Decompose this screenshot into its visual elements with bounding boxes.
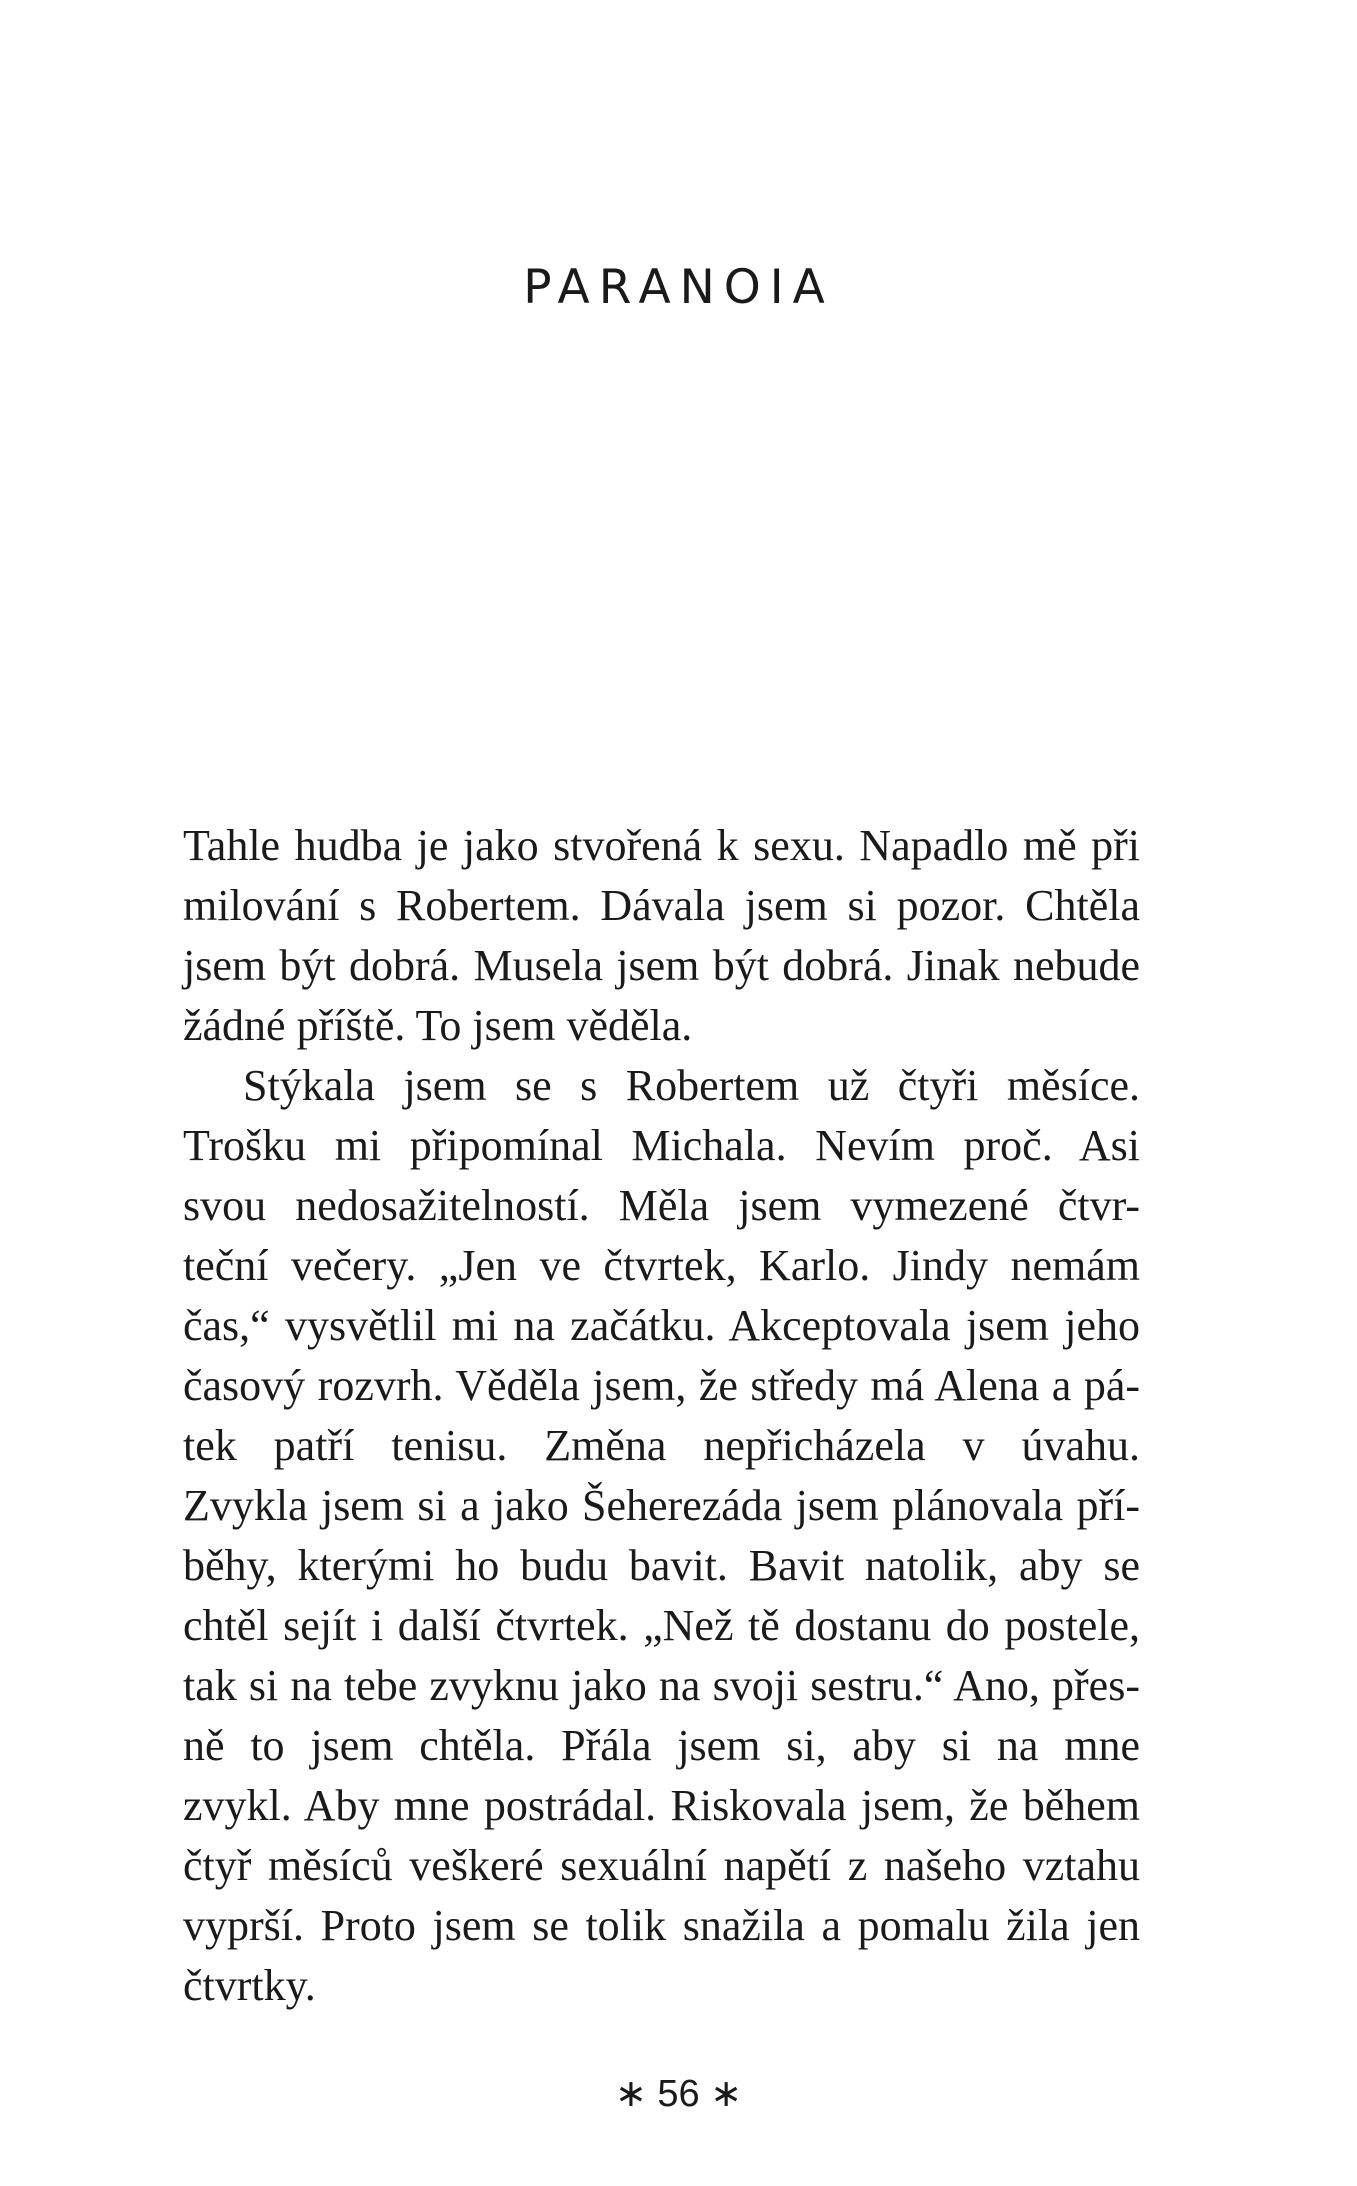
text-line: čtyř měsíců veškeré sexuální napětí z našeho vztahu <box>183 1841 1140 1890</box>
text-line: tak si na tebe zvyknu jako na svoji sestru.“ Ano, přes- <box>183 1661 1140 1710</box>
text-line: běhy, kterými ho budu bavit. Bavit natolik, aby se <box>183 1541 1140 1590</box>
text-line: jsem být dobrá. Musela jsem být dobrá. Jinak nebude <box>183 941 1140 990</box>
text-line: čtvrtky. <box>183 1961 316 2010</box>
text-line: milování s Robertem. Dávala jsem si pozor. Chtěla <box>183 881 1140 930</box>
text-line: Trošku mi připomínal Michala. Nevím proč. Asi <box>183 1121 1140 1170</box>
text-line: časový rozvrh. Věděla jsem, že středy má Alena a pá- <box>183 1361 1140 1410</box>
chapter-title: PARANOIA <box>523 260 834 315</box>
text-line: Zvykla jsem si a jako Šeherezáda jsem plánovala pří- <box>183 1481 1140 1530</box>
text-line: žádné příště. To jsem věděla. <box>183 1001 693 1050</box>
text-line: zvykl. Aby mne postrádal. Riskovala jsem, že během <box>183 1781 1140 1830</box>
text-line: čas,“ vysvětlil mi na začátku. Akceptovala jsem jeho <box>183 1301 1140 1350</box>
text-line: ně to jsem chtěla. Přála jsem si, aby si na mne <box>183 1721 1140 1770</box>
text-line: vyprší. Proto jsem se tolik snažila a pomalu žila jen <box>183 1901 1140 1950</box>
text-line: teční večery. „Jen ve čtvrtek, Karlo. Jindy nemám <box>183 1241 1140 1290</box>
text-line: Tahle hudba je jako stvořená k sexu. Napadlo mě při <box>183 821 1140 870</box>
text-line: chtěl sejít i další čtvrtek. „Než tě dostanu do postele, <box>183 1601 1140 1650</box>
body-text <box>183 816 1140 2016</box>
paragraph <box>183 1056 1140 2016</box>
text-line: tek patří tenisu. Změna nepřicházela v úvahu. <box>183 1421 1140 1470</box>
text-line: Stýkala jsem se s Robertem už čtyři měsíce. <box>243 1061 1140 1110</box>
paragraph <box>183 816 1140 1056</box>
text-line: svou nedosažitelností. Měla jsem vymezené čtvr- <box>183 1181 1140 1230</box>
page-number: ∗ 56 ∗ <box>614 2073 743 2115</box>
